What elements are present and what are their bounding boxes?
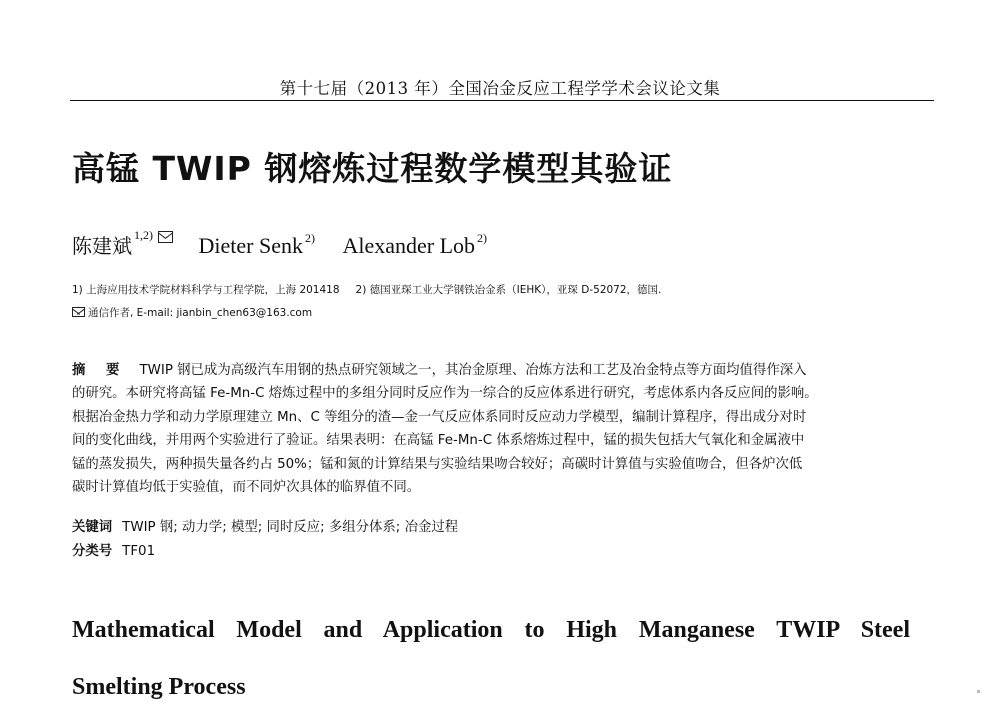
header-rule <box>70 100 934 101</box>
english-title-line: Mathematical Model and Application to High Manganese TWIP Steel <box>72 617 910 643</box>
author-affil-marker: 2) <box>304 231 315 245</box>
corresponding-author <box>72 305 312 320</box>
classification-value: TF01 <box>122 544 156 559</box>
keywords <box>72 516 458 535</box>
abstract-line: 锰的蒸发损失，两种损失量各约占 50%；锰和氮的计算结果与实验结果吻合较好；高碳时计算值与实验值吻合，但各炉次低 <box>72 456 803 472</box>
corresponding-email: 通信作者, E-mail: jianbin_chen63@163.com <box>88 307 313 319</box>
author-name: Alexander Lob <box>342 233 476 258</box>
author-affil-marker: 2) <box>477 231 488 245</box>
envelope-icon <box>158 231 173 243</box>
affiliations <box>72 282 661 297</box>
author-senk <box>199 233 315 259</box>
author-lob <box>342 233 487 259</box>
author-name: 陈建斌 <box>72 234 132 258</box>
classification-label: 分类号 <box>72 544 113 559</box>
english-title-line: Smelting Process <box>72 674 246 700</box>
affiliation-2: 2) 德国亚琛工业大学钢铁冶金系（IEHK），亚琛 D-52072，德国. <box>355 284 662 296</box>
chinese-title: 高锰 TWIP 钢熔炼过程数学模型其验证 <box>72 149 673 188</box>
english-title <box>72 602 910 716</box>
author-name: Dieter Senk <box>198 233 303 258</box>
abstract-line: 间的变化曲线，并用两个实验进行了验证。结果表明：在高锰 Fe-Mn-C 体系熔炼过程中，锰的损失包括大气氧化和金属液中 <box>72 433 805 449</box>
classification-number <box>72 540 155 559</box>
author-line <box>72 230 487 259</box>
author-chen <box>72 230 173 259</box>
keywords-value: TWIP 钢; 动力学; 模型; 同时反应; 多组分体系; 冶金过程 <box>122 520 459 535</box>
envelope-icon <box>72 307 85 317</box>
abstract <box>72 359 917 499</box>
abstract-line: 根据冶金热力学和动力学原理建立 Mn、C 等组分的渣—金一气反应体系同时反应动力学模型，编制计算程序，得出成分对时 <box>72 409 807 425</box>
running-header: 第十七届（2013 年）全国冶金反应工程学学术会议论文集 <box>279 79 721 98</box>
affiliation-1: 1) 上海应用技术学院材料科学与工程学院，上海 201418 <box>72 284 340 296</box>
abstract-line: 摘 要 TWIP 钢已成为高级汽车用钢的热点研究领域之一，其冶金原理、冶炼方法和工艺及冶金特点等方面均值得作深入 <box>72 363 807 378</box>
scan-speck <box>977 690 980 693</box>
abstract-label: 摘 要 <box>72 363 128 378</box>
abstract-line: 的研究。本研究将高锰 Fe-Mn-C 熔炼过程中的多组分同时反应作为一综合的反应体系进行研究，考虑体系内各反应间的影响。 <box>72 386 818 402</box>
author-affil-marker: 1,2) <box>134 228 153 242</box>
keywords-label: 关键词 <box>72 520 113 535</box>
abstract-line: 碳时计算值均低于实验值，而不同炉次具体的临界值不同。 <box>72 480 421 496</box>
